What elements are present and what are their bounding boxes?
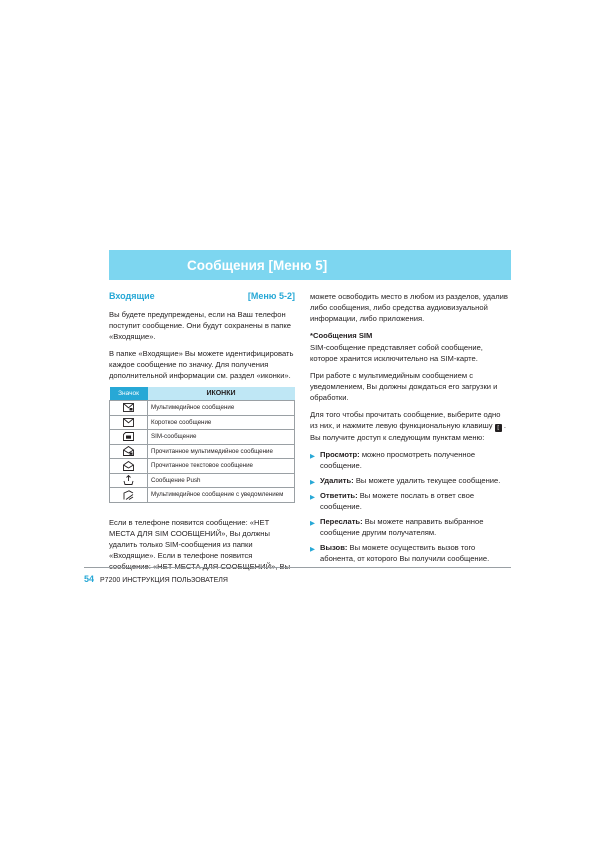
bullet-term: Просмотр: [320, 450, 360, 459]
push-message-icon [123, 475, 134, 485]
table-cell-label: SIM-сообщение [148, 430, 295, 445]
bullet-triangle-icon: ▶ [310, 546, 315, 553]
bullet-text: Вы можете удалить текущее сообщение. [353, 476, 501, 485]
bullet-triangle-icon: ▶ [310, 494, 315, 501]
bullet-term: Вызов: [320, 543, 348, 552]
table-header-icons: ИКОНКИ [148, 387, 295, 401]
bullet-text: Вы можете осуществить вызов того абонента, от которого Вы получили сообщение. [320, 543, 490, 563]
paragraph: В папке «Входящие» Вы можете идентифицировать каждое сообщение по значку. Для получения дополнительной информации см. раздел «иконки». [109, 349, 294, 380]
page-number: 54 [84, 574, 95, 584]
table-row [110, 459, 295, 474]
list-item [310, 449, 510, 471]
paragraph: Вы будете предупреждены, если на Ваш телефон поступит сообщение. Они будут сохранены в папке «Входящие». [109, 310, 292, 341]
page-footer [84, 574, 228, 584]
bullet-term: Переслать: [320, 517, 363, 526]
bullet-triangle-icon: ▶ [310, 453, 315, 460]
section-banner [109, 250, 511, 280]
paragraph: SIM-сообщение представляет собой сообщение, которое хранится исключительно на SIM-карте. [310, 343, 483, 363]
table-header-icon: Значок [110, 387, 148, 401]
paragraph: Если в телефоне появится сообщение: «НЕТ МЕСТА ДЛЯ SIM СООБЩЕНИЙ», Вы должны удалить только SIM-сообщения из папки «Входящие». Если в телефоне появится сообщение: «НЕТ МЕСТА ДЛЯ СООБЩЕНИЙ», Вы [109, 517, 291, 571]
sim-message-icon [123, 432, 134, 441]
bullet-term: Ответить: [320, 491, 358, 500]
left-column [109, 291, 295, 578]
bullet-triangle-icon: ▶ [310, 520, 315, 527]
subsection-title: *Сообщения SIM [310, 331, 373, 340]
read-text-message-icon [123, 461, 134, 471]
list-item [310, 542, 510, 564]
table-row [110, 473, 295, 488]
table-cell-label: Мультимедийное сообщение [148, 401, 295, 416]
table-row [110, 444, 295, 459]
bullet-triangle-icon: ▶ [310, 479, 315, 486]
paragraph: можете освободить место в любом из разделов, удалив либо сообщения, либо средства аудиовизуальной информации, либо приложения. [310, 292, 508, 323]
table-row [110, 430, 295, 445]
section-heading [109, 291, 295, 302]
bullet-text: Вы можете послать в ответ свое сообщение. [320, 491, 475, 511]
heading-title: Входящие [109, 291, 155, 301]
left-soft-key-icon: [ [495, 424, 502, 432]
table-cell-label: Прочитанное текстовое сообщение [148, 459, 295, 474]
bullet-text: можно просмотреть полученное сообщение. [320, 450, 476, 470]
right-column [310, 291, 510, 568]
banner-title: Сообщения [Меню 5] [187, 258, 328, 273]
table-cell-label: Прочитанное мультимедийное сообщение [148, 444, 295, 459]
notified-multimedia-message-icon [123, 490, 134, 500]
paragraph [310, 409, 510, 443]
paragraph-text: Для того чтобы прочитать сообщение, выберите одно из них, и нажмите левую функциональную клавишу [310, 410, 501, 430]
list-item [310, 490, 510, 512]
bullet-term: Удалить: [320, 476, 354, 485]
footer-divider [84, 567, 511, 568]
table-row [110, 415, 295, 430]
icons-table [109, 387, 295, 503]
table-cell-label: Короткое сообщение [148, 415, 295, 430]
read-multimedia-message-icon [123, 446, 134, 456]
table-row [110, 401, 295, 416]
table-cell-label: Сообщение Push [148, 473, 295, 488]
table-header-row [110, 387, 295, 401]
table-cell-label: Мультимедийное сообщение с уведомлением [148, 488, 295, 503]
footer-title: P7200 ИНСТРУКЦИЯ ПОЛЬЗОВАТЕЛЯ [100, 577, 228, 584]
heading-menu-ref: [Меню 5-2] [247, 291, 295, 301]
paragraph-text: . Вы получите доступ к следующим пунктам меню: [310, 421, 506, 442]
short-message-icon [123, 418, 134, 427]
table-row [110, 488, 295, 503]
multimedia-message-icon [123, 403, 134, 412]
list-item [310, 475, 510, 486]
list-item [310, 516, 510, 538]
paragraph: При работе с мультимедийным сообщением с уведомлением, Вы должны дождаться его загрузки и обработки. [310, 371, 498, 402]
bullet-text: Вы можете направить выбранное сообщение другим получателям. [320, 517, 484, 537]
